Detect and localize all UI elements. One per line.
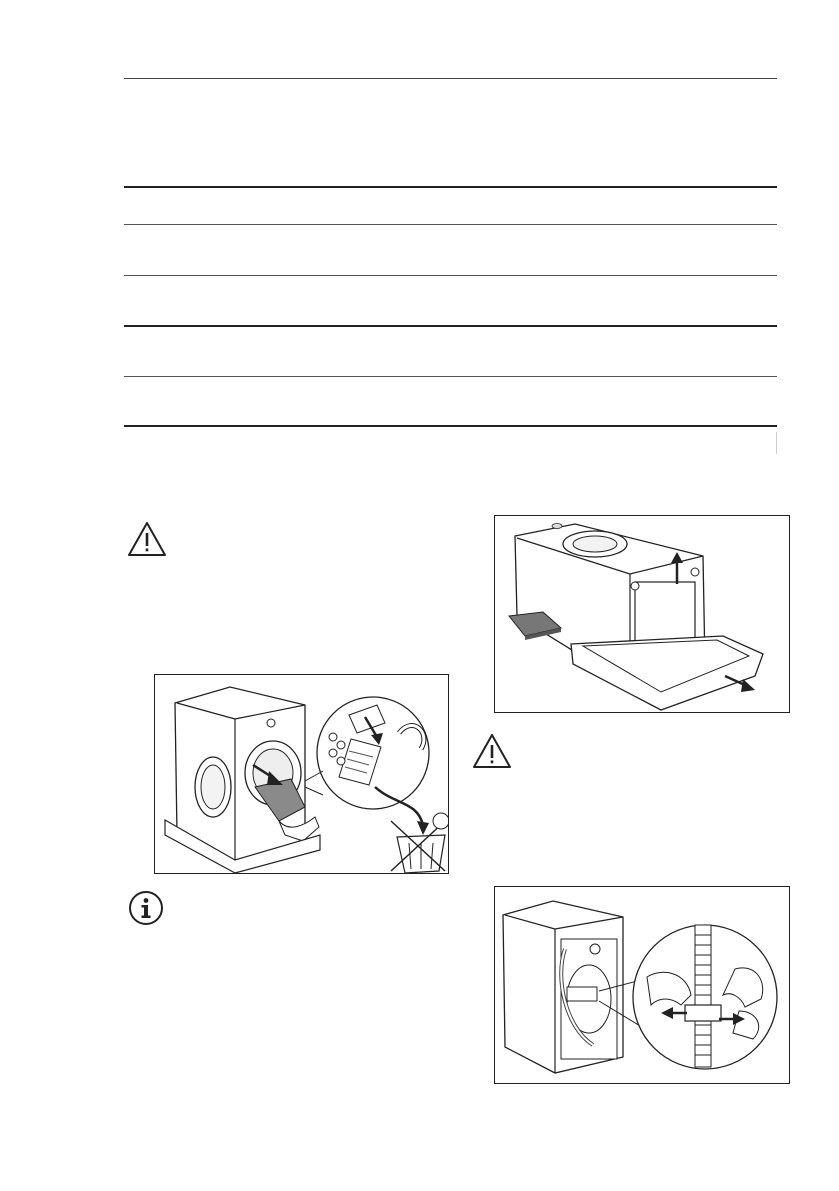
table-row [124,325,777,376]
table-divider [776,432,777,454]
table-header-row [124,78,777,186]
table-row [124,275,777,325]
transport-base-removal-illustration [494,515,790,713]
table-row [124,224,777,275]
table-row [124,186,777,224]
table-row [124,376,777,427]
unpacking-accessories-illustration [154,674,449,874]
spec-table [124,78,777,427]
info-icon [128,890,164,926]
warning-triangle-icon [472,733,512,769]
warning-triangle-icon [127,521,167,557]
transit-bolt-removal-illustration [494,886,790,1084]
